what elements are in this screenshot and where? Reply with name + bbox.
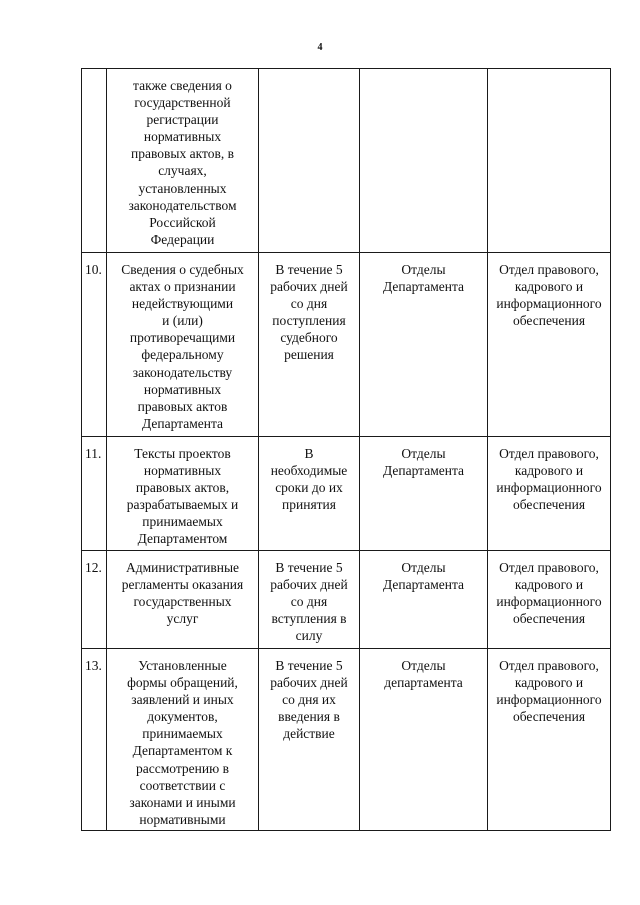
row-number xyxy=(82,69,107,253)
cell-line: федеральному xyxy=(141,347,224,363)
cell-line: нормативными xyxy=(139,811,226,827)
cell-line: государственной xyxy=(134,95,231,111)
cell-line: вступления в xyxy=(271,611,347,627)
cell-line: Отдел правового, xyxy=(499,560,599,575)
deadline-cell xyxy=(259,437,360,551)
cell-line: сроки до их xyxy=(275,480,343,496)
cell-line: заявлений и иных xyxy=(131,692,234,708)
cell-line: Департамента xyxy=(382,577,465,593)
cell-line: рассмотрению в xyxy=(136,760,229,776)
placement-cell xyxy=(488,437,611,551)
cell-line: Департамента xyxy=(141,415,224,431)
info-cell xyxy=(107,253,259,437)
deadline-cell xyxy=(259,551,360,649)
cell-line: обеспечения xyxy=(512,313,586,329)
cell-line: Отдел правового, xyxy=(499,446,599,461)
cell-line: правовых актов, xyxy=(135,480,230,496)
cell-line: Отделы xyxy=(401,262,446,277)
cell-line: информационного xyxy=(496,594,602,610)
cell-line: обеспечения xyxy=(512,709,586,725)
cell-line: принятия xyxy=(282,497,336,513)
placement-cell xyxy=(488,551,611,649)
cell-line: силу xyxy=(295,628,323,644)
row-number: 12. xyxy=(82,551,107,649)
placement-cell xyxy=(488,69,611,253)
table-row xyxy=(82,437,611,551)
cell-line: информационного xyxy=(496,296,602,312)
deadline-cell xyxy=(259,649,360,831)
cell-line: информационного xyxy=(496,480,602,496)
cell-line: Административные xyxy=(125,560,240,575)
cell-line: кадрового и xyxy=(514,279,584,295)
cell-line: Отделы xyxy=(401,446,446,461)
document-table xyxy=(81,68,611,831)
cell-line: регламенты оказания xyxy=(121,577,244,593)
cell-line: принимаемых xyxy=(142,726,223,742)
cell-line: введения в xyxy=(278,709,340,725)
cell-line: принимаемых xyxy=(142,514,223,530)
cell-line: Департаментом к xyxy=(132,743,233,759)
cell-line: Отдел правового, xyxy=(499,658,599,673)
cell-line: обеспечения xyxy=(512,611,586,627)
row-number: 13. xyxy=(82,649,107,831)
cell-line: В xyxy=(304,446,314,461)
cell-line: законодательством xyxy=(128,197,237,213)
info-cell xyxy=(107,551,259,649)
responsible-cell xyxy=(360,253,488,437)
table-row xyxy=(82,649,611,831)
cell-line: законами и иными xyxy=(129,794,236,810)
cell-line: действие xyxy=(283,726,335,742)
cell-line: Отделы xyxy=(401,658,446,673)
deadline-cell xyxy=(259,253,360,437)
cell-line: недействующими xyxy=(131,296,234,312)
cell-line: рабочих дней xyxy=(270,577,348,593)
cell-line: Департамента xyxy=(382,279,465,295)
cell-line: Установленные xyxy=(138,658,227,673)
cell-line: документов, xyxy=(147,709,218,725)
info-cell xyxy=(107,649,259,831)
cell-line: нормативных xyxy=(143,129,222,145)
placement-cell xyxy=(488,649,611,831)
cell-line: также сведения о xyxy=(133,78,232,93)
cell-line: обеспечения xyxy=(512,497,586,513)
cell-line: установленных xyxy=(138,180,227,196)
cell-line: департамента xyxy=(384,675,463,691)
cell-line: судебного xyxy=(280,330,338,346)
table-row xyxy=(82,69,611,253)
cell-line: решения xyxy=(284,347,334,363)
page-number: 4 xyxy=(317,42,323,53)
cell-line: актах о признании xyxy=(129,279,236,295)
cell-line: Тексты проектов xyxy=(134,446,231,461)
responsible-cell xyxy=(360,649,488,831)
row-number: 10. xyxy=(82,253,107,437)
cell-line: рабочих дней xyxy=(270,675,348,691)
cell-line: В течение 5 xyxy=(275,560,343,575)
cell-line: государственных xyxy=(133,594,232,610)
info-cell xyxy=(107,437,259,551)
cell-line: со дня xyxy=(290,594,328,610)
cell-line: Департамента xyxy=(382,463,465,479)
cell-line: правовых актов, в xyxy=(131,146,234,162)
row-number: 11. xyxy=(82,437,107,551)
cell-line: кадрового и xyxy=(514,675,584,691)
cell-line: законодательству xyxy=(132,364,233,380)
table-row xyxy=(82,253,611,437)
cell-line: кадрового и xyxy=(514,577,584,593)
cell-line: кадрового и xyxy=(514,463,584,479)
cell-line: Российской xyxy=(149,214,216,230)
cell-line: регистрации xyxy=(146,112,219,128)
responsible-cell xyxy=(360,437,488,551)
cell-line: Федерации xyxy=(150,231,215,247)
cell-line: Отдел правового, xyxy=(499,262,599,277)
cell-line: разрабатываемых и xyxy=(126,497,239,513)
cell-line: информационного xyxy=(496,692,602,708)
placement-cell xyxy=(488,253,611,437)
cell-line: противоречащими xyxy=(129,330,236,346)
cell-line: формы обращений, xyxy=(127,675,238,691)
deadline-cell xyxy=(259,69,360,253)
cell-line: услуг xyxy=(166,611,199,627)
cell-line: и (или) xyxy=(162,313,203,329)
cell-line: со дня xyxy=(290,296,328,312)
cell-line: правовых актов xyxy=(137,398,228,414)
cell-line: Департаментом xyxy=(137,531,228,547)
table-row xyxy=(82,551,611,649)
cell-line: нормативных xyxy=(143,463,222,479)
cell-line: со дня их xyxy=(282,692,336,708)
cell-line: рабочих дней xyxy=(270,279,348,295)
responsible-cell xyxy=(360,551,488,649)
cell-line: нормативных xyxy=(143,381,222,397)
cell-line: Сведения о судебных xyxy=(121,262,244,277)
cell-line: поступления xyxy=(272,313,346,329)
info-cell xyxy=(107,69,259,253)
cell-line: Отделы xyxy=(401,560,446,575)
cell-line: В течение 5 xyxy=(275,658,343,673)
cell-line: случаях, xyxy=(158,163,207,179)
cell-line: необходимые xyxy=(270,463,348,479)
responsible-cell xyxy=(360,69,488,253)
cell-line: В течение 5 xyxy=(275,262,343,277)
cell-line: соответствии с xyxy=(139,777,226,793)
